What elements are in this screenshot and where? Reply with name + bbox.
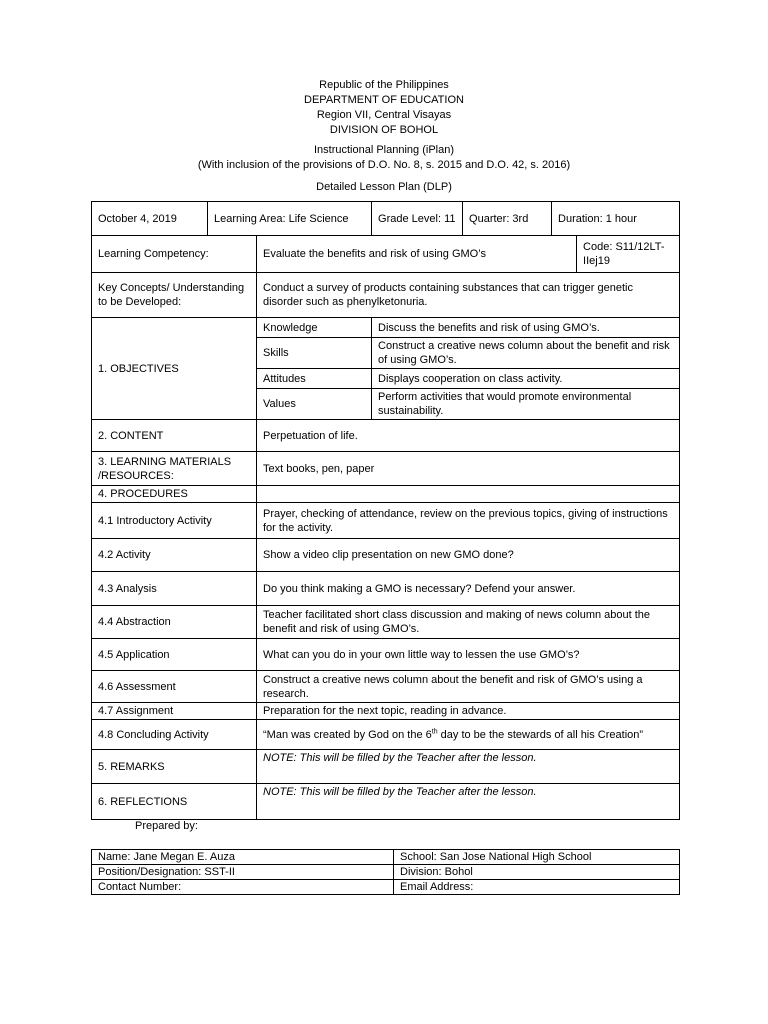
- attitudes-label: Attitudes: [257, 369, 372, 389]
- concluding-text-sup: th: [431, 727, 438, 735]
- values-value: Perform activities that would promote environmental sustainability.: [372, 389, 680, 420]
- procedures-value: [257, 486, 680, 503]
- grade-level-cell: Grade Level: 11: [372, 202, 463, 236]
- competency-value: Evaluate the benefits and risk of using GMO’s: [257, 236, 577, 273]
- concluding-text-pre: “Man was created by God on the 6: [263, 728, 432, 741]
- reflections-label: 6. REFLECTIONS: [92, 784, 257, 820]
- assignment-row: [92, 703, 680, 720]
- analysis-value: Do you think making a GMO is necessary? Defend your answer.: [257, 572, 680, 606]
- header-division: DIVISION OF BOHOL: [329, 124, 439, 136]
- content-value: Perpetuation of life.: [257, 420, 680, 452]
- header-iplan: Instructional Planning (iPlan): [313, 144, 455, 156]
- document-header: [0, 78, 768, 138]
- abstraction-value: Teacher facilitated short class discussion and making of news column about the benefit and risk of using GMO’s.: [257, 606, 680, 639]
- preparer-row-2: [92, 865, 680, 880]
- abstraction-label: 4.4 Abstraction: [92, 606, 257, 639]
- reflections-row: [92, 784, 680, 820]
- assessment-row: [92, 671, 680, 703]
- competency-label: Learning Competency:: [92, 236, 257, 273]
- learning-area-cell: Learning Area: Life Science: [208, 202, 372, 236]
- document-title: [0, 180, 768, 195]
- activity-row: [92, 539, 680, 572]
- quarter-cell: Quarter: 3rd: [463, 202, 552, 236]
- assessment-value: Construct a creative news column about the benefit and risk of GMO’s using a research.: [257, 671, 680, 703]
- activity-value: Show a video clip presentation on new GMO done?: [257, 539, 680, 572]
- objectives-knowledge-row: [92, 318, 680, 338]
- application-row: [92, 639, 680, 671]
- info-row: [92, 202, 680, 236]
- intro-activity-value: Prayer, checking of attendance, review on the previous topics, giving of instructions for the activity.: [257, 503, 680, 539]
- application-label: 4.5 Application: [92, 639, 257, 671]
- lesson-plan-table: [91, 201, 680, 820]
- remarks-value: NOTE: This will be filled by the Teacher after the lesson.: [257, 750, 680, 784]
- materials-label: 3. LEARNING MATERIALS /RESOURCES:: [92, 452, 257, 486]
- concluding-row: [92, 720, 680, 750]
- skills-value: Construct a creative news column about the benefit and risk of using GMO’s.: [372, 338, 680, 369]
- assignment-value: Preparation for the next topic, reading in advance.: [257, 703, 680, 720]
- knowledge-label: Knowledge: [257, 318, 372, 338]
- analysis-label: 4.3 Analysis: [92, 572, 257, 606]
- application-value: What can you do in your own little way to lessen the use GMO’s?: [257, 639, 680, 671]
- materials-row: [92, 452, 680, 486]
- document-subheader: [0, 143, 768, 173]
- prepared-by-label: Prepared by:: [135, 820, 198, 832]
- remarks-label: 5. REMARKS: [92, 750, 257, 784]
- knowledge-value: Discuss the benefits and risk of using GMO’s.: [372, 318, 680, 338]
- reflections-value: NOTE: This will be filled by the Teacher after the lesson.: [257, 784, 680, 820]
- content-label: 2. CONTENT: [92, 420, 257, 452]
- values-label: Values: [257, 389, 372, 420]
- materials-value: Text books, pen, paper: [257, 452, 680, 486]
- key-concepts-value: Conduct a survey of products containing substances that can trigger genetic disorder such as phenylketonuria.: [257, 273, 680, 318]
- remarks-row: [92, 750, 680, 784]
- preparer-email: Email Address:: [394, 880, 680, 895]
- key-concepts-row: [92, 273, 680, 318]
- duration-cell: Duration: 1 hour: [552, 202, 680, 236]
- content-row: [92, 420, 680, 452]
- preparer-table: [91, 849, 680, 895]
- header-dlp-title: Detailed Lesson Plan (DLP): [316, 181, 452, 193]
- preparer-name: Name: Jane Megan E. Auza: [92, 850, 394, 865]
- preparer-contact: Contact Number:: [92, 880, 394, 895]
- preparer-position: Position/Designation: SST-II: [92, 865, 394, 880]
- intro-activity-row: [92, 503, 680, 539]
- assignment-label: 4.7 Assignment: [92, 703, 257, 720]
- intro-activity-label: 4.1 Introductory Activity: [92, 503, 257, 539]
- concluding-label: 4.8 Concluding Activity: [92, 720, 257, 750]
- concluding-text-post: day to be the stewards of all his Creation”: [437, 728, 644, 741]
- competency-code: Code: S11/12LT-IIej19: [577, 236, 680, 273]
- competency-row: [92, 236, 680, 273]
- attitudes-value: Displays cooperation on class activity.: [372, 369, 680, 389]
- procedures-label: 4. PROCEDURES: [92, 486, 257, 503]
- key-concepts-label: Key Concepts/ Understanding to be Developed:: [92, 273, 257, 318]
- preparer-row-1: [92, 850, 680, 865]
- skills-label: Skills: [257, 338, 372, 369]
- abstraction-row: [92, 606, 680, 639]
- concluding-value: [257, 720, 680, 750]
- header-department: DEPARTMENT OF EDUCATION: [304, 94, 464, 106]
- preparer-row-3: [92, 880, 680, 895]
- header-republic: Republic of the Philippines: [319, 79, 449, 91]
- header-region: Region VII, Central Visayas: [316, 109, 452, 121]
- date-cell: October 4, 2019: [92, 202, 208, 236]
- activity-label: 4.2 Activity: [92, 539, 257, 572]
- objectives-label: 1. OBJECTIVES: [92, 318, 257, 420]
- header-provisions: (With inclusion of the provisions of D.O. No. 8, s. 2015 and D.O. 42, s. 2016): [197, 159, 571, 171]
- assessment-label: 4.6 Assessment: [92, 671, 257, 703]
- preparer-school: School: San Jose National High School: [394, 850, 680, 865]
- procedures-row: [92, 486, 680, 503]
- preparer-division: Division: Bohol: [394, 865, 680, 880]
- analysis-row: [92, 572, 680, 606]
